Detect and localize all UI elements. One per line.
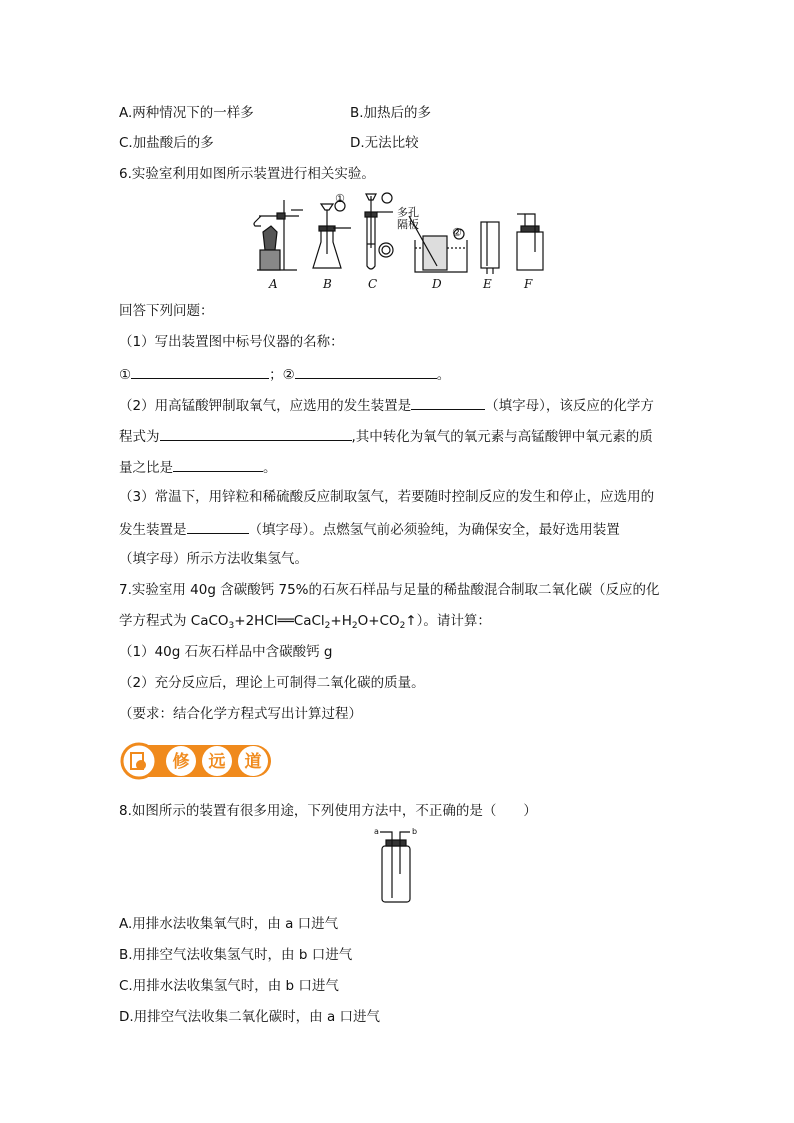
q6-apparatus-figure [247,192,557,292]
section-banner [119,741,277,781]
blank-3[interactable] [411,395,485,410]
blank-4[interactable] [160,426,352,441]
q8-option-a: A.用排水法收集氧气时，由 a 口进气 [119,916,339,932]
q8-stem: 8.如图所示的装置有很多用途，下列使用方法中，不正确的是（ ） [119,803,537,819]
q6-part3-line3: （填字母）所示方法收集氢气。 [119,551,308,567]
apparatus-f [517,214,543,270]
label-d: D [432,277,442,291]
banner-char-2: 远 [208,752,226,772]
q5-option-a: A.两种情况下的一样多 [119,105,254,121]
q8-option-b: B.用排空气法收集氢气时，由 b 口进气 [119,947,353,963]
q6-part1-blanks: ① ；② 。 [119,364,450,384]
blank-1[interactable] [131,364,269,379]
q6-part2-line2: 程式为 ,其中转化为氧气的氧元素与高锰酸钾中氧元素的质 [119,426,653,446]
port-a-label: a [374,827,379,836]
label-a: A [269,277,278,291]
q5-option-d: D.无法比较 [350,135,419,151]
mark-1-label: ① [335,192,345,205]
porous-label-2: 隔板 [397,218,419,231]
label-f: F [524,277,533,291]
q5-option-c: C.加盐酸后的多 [119,135,214,151]
porous-label-1: 多孔 [397,206,419,219]
q8-option-c: C.用排水法收集氢气时，由 b 口进气 [119,978,339,994]
label-c: C [368,277,378,291]
q6-part2-line3: 量之比是 。 [119,457,277,477]
q7-line1: 7.实验室用 40g 含碳酸钙 75%的石灰石样品与足量的稀盐酸混合制取二氧化碳（反应的化 [119,582,660,598]
banner-char-1: 修 [172,752,190,772]
q8-gas-bottle-figure [372,824,420,906]
q8-option-d: D.用排空气法收集二氧化碳时，由 a 口进气 [119,1009,381,1025]
apparatus-b [313,201,351,268]
q5-option-b: B.加热后的多 [350,105,432,121]
q7-part2: （2）充分反应后，理论上可制得二氧化碳的质量。 [119,675,425,691]
q7-requirement: （要求：结合化学方程式写出计算过程） [119,706,362,722]
banner-char-3: 道 [244,752,262,772]
label-e: E [483,277,492,291]
port-b-label: b [412,827,418,836]
q7-line2: 学方程式为 $CaCO_3+2HCl══CaCl_2+H_2O+CO_2↑$）。请计算： [119,613,491,631]
apparatus-c [365,193,393,269]
q6-answer-prompt: 回答下列问题： [119,303,214,319]
blank-6[interactable] [187,519,249,534]
label-b: B [323,277,332,291]
q7-part1: （1）40g 石灰石样品中含碳酸钙 g [119,644,333,660]
q6-stem: 6.实验室利用如图所示装置进行相关实验。 [119,166,375,182]
q6-part1: （1）写出装置图中标号仪器的名称： [119,334,344,350]
q6-part3-line2: 发生装置是 （填字母）。点燃氢气前必须验纯，为确保安全，最好选用装置 [119,519,620,539]
q6-part3-line1: （3）常温下，用锌粒和稀硫酸反应制取氢气，若要随时控制反应的发生和停止，应选用的 [119,489,655,505]
mark-1: ① [119,367,132,383]
mark-2-label: ② [452,226,462,239]
q6-part2-line1: （2）用高锰酸钾制取氧气，应选用的发生装置是 （填字母），该反应的化学方 [119,395,654,415]
blank-2[interactable] [295,364,437,379]
blank-5[interactable] [173,457,263,472]
apparatus-a [254,200,303,270]
apparatus-e [481,222,499,274]
